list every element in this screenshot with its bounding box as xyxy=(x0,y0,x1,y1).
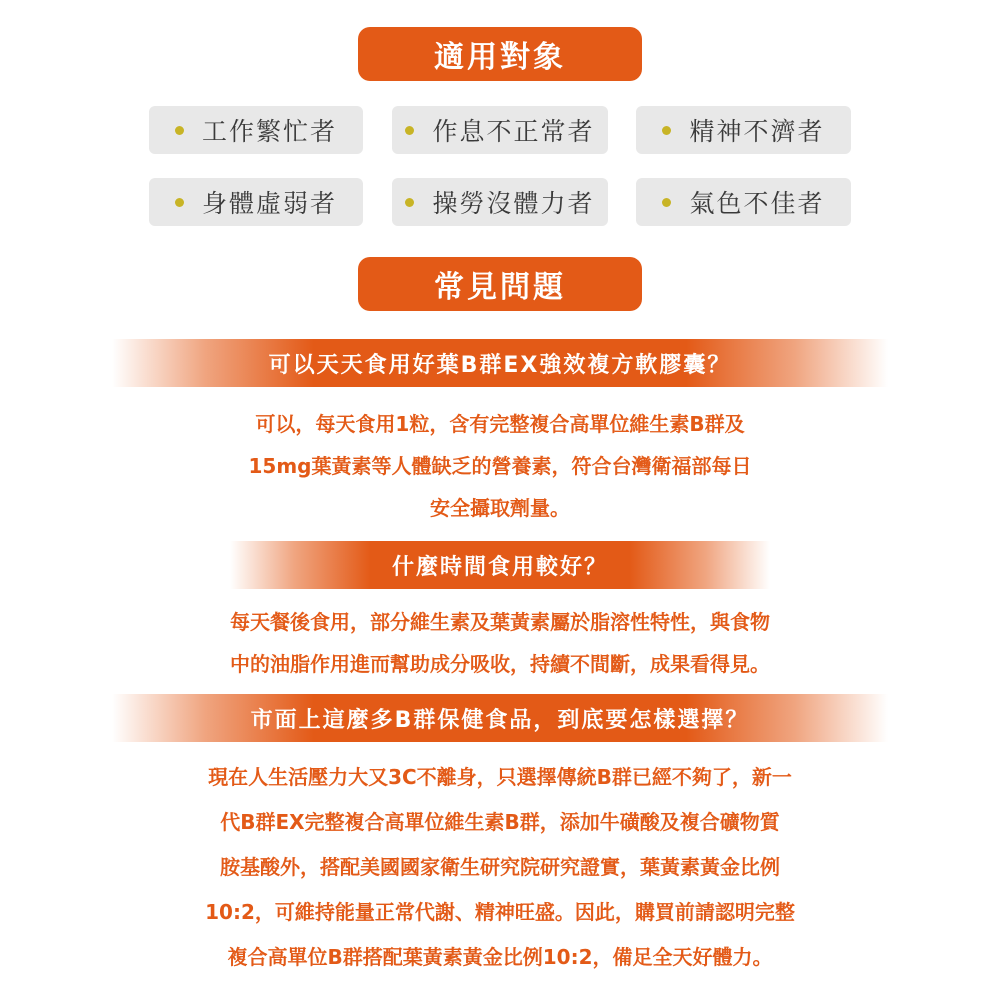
target-tag-label: 身體虛弱者 xyxy=(201,189,337,218)
faq-answer-line: 中的油脂作用進而幫助成分吸收，持續不間斷，成果看得見。 xyxy=(230,652,770,676)
target-tag xyxy=(392,178,608,226)
faq-answer-line: 10:2，可維持能量正常代謝、精神旺盛。因此，購買前請認明完整 xyxy=(205,900,795,924)
target-audience-title: 適用對象 xyxy=(358,27,642,81)
bullet-dot-icon xyxy=(405,198,414,207)
target-tag xyxy=(636,178,851,226)
faq-answer-line: 15mg葉黃素等人體缺乏的營養素，符合台灣衛福部每日 xyxy=(248,454,752,478)
bullet-dot-icon xyxy=(175,126,184,135)
faq-answer-line: 代B群EX完整複合高單位維生素B群，添加牛磺酸及複合礦物質 xyxy=(220,810,780,834)
bullet-dot-icon xyxy=(662,126,671,135)
faq-answer-line: 安全攝取劑量。 xyxy=(430,496,570,520)
faq-question: 市面上這麼多B群保健食品，到底要怎樣選擇？ xyxy=(112,694,888,742)
target-tag xyxy=(149,106,363,154)
faq-answer-line: 胺基酸外，搭配美國國家衛生研究院研究證實，葉黃素黃金比例 xyxy=(220,855,780,879)
bullet-dot-icon xyxy=(662,198,671,207)
bullet-dot-icon xyxy=(405,126,414,135)
faq-title: 常見問題 xyxy=(358,257,642,311)
target-tag-label: 精神不濟者 xyxy=(689,117,825,146)
faq-question: 什麼時間食用較好？ xyxy=(230,541,770,589)
target-tag-label: 氣色不佳者 xyxy=(689,189,825,218)
faq-answer-line: 可以，每天食用1粒，含有完整複合高單位維生素B群及 xyxy=(255,412,745,436)
target-tag-label: 操勞沒體力者 xyxy=(432,189,595,218)
target-tag xyxy=(392,106,608,154)
target-tag xyxy=(636,106,851,154)
bullet-dot-icon xyxy=(175,198,184,207)
faq-answer-line: 複合高單位B群搭配葉黃素黃金比例10:2，備足全天好體力。 xyxy=(227,945,773,969)
faq-answer xyxy=(0,403,1000,529)
target-tag xyxy=(149,178,363,226)
faq-answer xyxy=(0,755,1000,980)
target-tag-label: 工作繁忙者 xyxy=(201,117,337,146)
faq-question: 可以天天食用好葉B群EX強效複方軟膠囊？ xyxy=(112,339,888,387)
faq-answer-line: 現在人生活壓力大又3C不離身，只選擇傳統B群已經不夠了，新一 xyxy=(208,765,792,789)
faq-answer-line: 每天餐後食用，部分維生素及葉黃素屬於脂溶性特性，與食物 xyxy=(230,610,770,634)
faq-answer xyxy=(0,601,1000,685)
target-tag-label: 作息不正常者 xyxy=(432,117,595,146)
